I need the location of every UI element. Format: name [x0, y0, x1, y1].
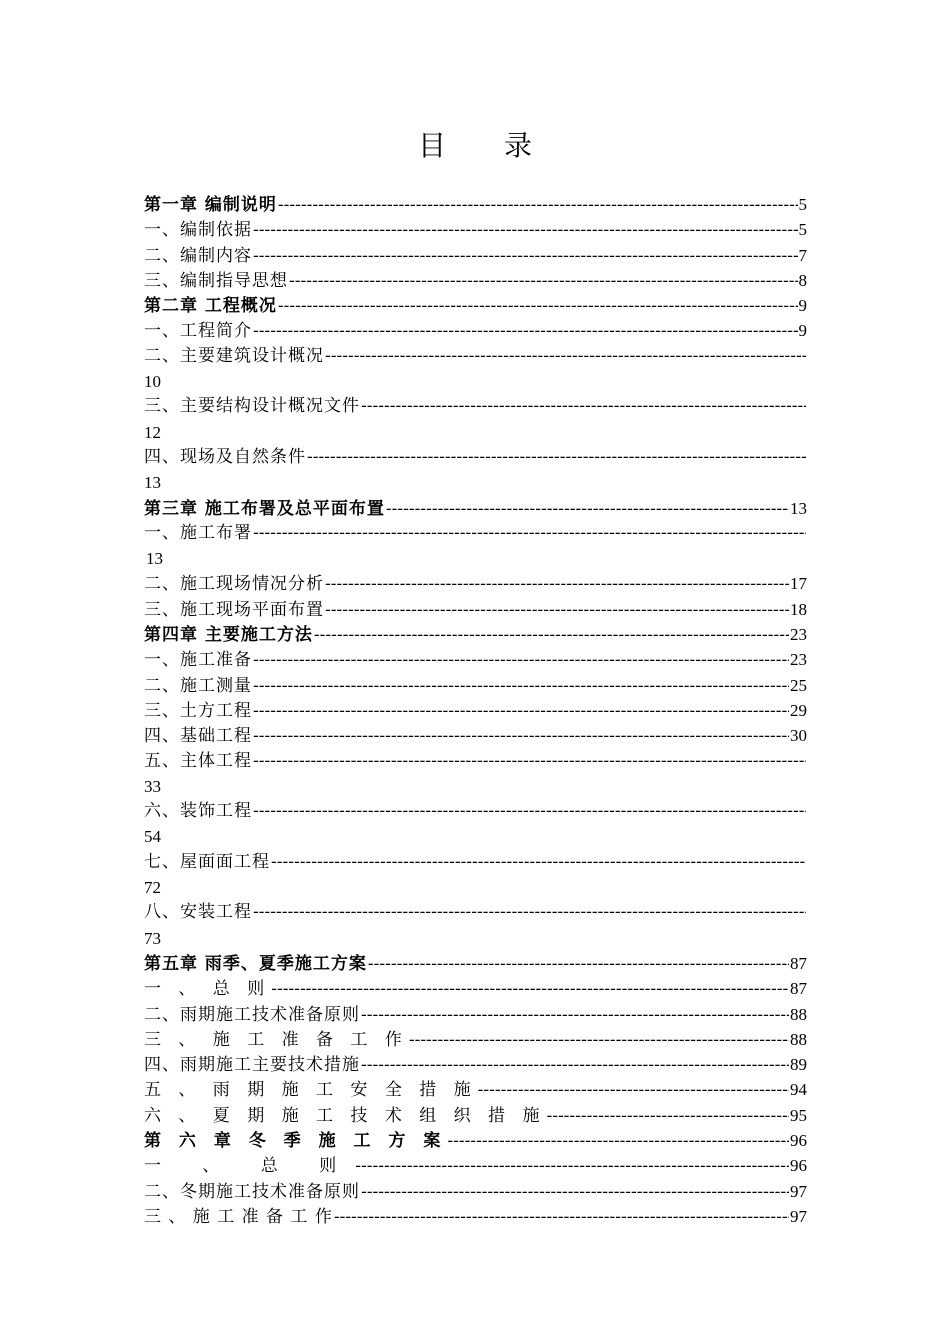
toc-entry[interactable] [144, 268, 807, 293]
toc-entry[interactable] [144, 394, 807, 419]
toc-entry-label: 五、主体工程 [144, 750, 252, 771]
toc-entry[interactable] [144, 217, 807, 242]
toc-page-number: 94 [790, 1080, 807, 1100]
toc-leader-dashes [253, 218, 798, 242]
toc-page-number: 10 [144, 372, 161, 392]
toc-entry[interactable] [144, 344, 807, 369]
toc-chapter-entry[interactable] [144, 951, 807, 976]
toc-page-number: 96 [790, 1156, 807, 1176]
toc-entry-label: 第二章 工程概况 [144, 296, 277, 317]
toc-leader-dashes [253, 521, 806, 546]
toc-entry-label: 一、编制依据 [144, 220, 252, 241]
toc-entry-label: 三、主要结构设计概况文件 [144, 396, 360, 417]
toc-page-number: 33 [144, 776, 161, 796]
toc-chapter-entry[interactable] [144, 192, 807, 217]
toc-leader-dashes [478, 1078, 789, 1102]
toc-entry[interactable] [144, 850, 807, 875]
toc-leader-dashes [289, 269, 798, 293]
toc-page-number: 88 [790, 1004, 807, 1024]
toc-entry[interactable] [144, 799, 807, 824]
toc-entry-label: 四、基础工程 [144, 726, 252, 747]
toc-entry-label: 三、编制指导思想 [144, 270, 288, 291]
toc-leader-dashes [253, 674, 789, 698]
toc-page-number: 72 [144, 878, 161, 898]
toc-page-number: 9 [798, 296, 807, 316]
toc-page-number: 87 [790, 953, 807, 973]
toc-page-number: 13 [790, 498, 807, 518]
toc-chapter-entry[interactable] [144, 293, 807, 318]
toc-leader-dashes [278, 193, 798, 217]
toc-leader-dashes [253, 749, 806, 774]
toc-page-number: 23 [790, 625, 807, 645]
toc-entry[interactable] [144, 1077, 807, 1102]
toc-leader-dashes [361, 394, 806, 419]
toc-entry[interactable] [144, 571, 807, 596]
toc-page-number: 17 [790, 574, 807, 594]
toc-entry-label: 三 、 施 工 准 备 工 作 [144, 1206, 333, 1227]
toc-entry-label: 第四章 主要施工方法 [144, 625, 313, 646]
toc-entry[interactable] [144, 1052, 807, 1077]
title-char-1: 目 [417, 129, 446, 162]
toc-entry-label: 五 、 雨 期 施 工 安 全 措 施 [144, 1080, 477, 1101]
toc-entry[interactable] [144, 976, 807, 1001]
toc-leader-dashes [253, 900, 806, 925]
toc-entry[interactable] [144, 1204, 807, 1229]
toc-leader-dashes [325, 598, 789, 622]
page-title [0, 124, 950, 164]
toc-leader-dashes [368, 952, 789, 976]
toc-entry[interactable] [144, 521, 807, 546]
toc-entry[interactable] [144, 597, 807, 622]
title-char-2: 录 [504, 129, 533, 162]
toc-leader-dashes [253, 319, 798, 343]
toc-entry-label: 一 、 总 则 [144, 979, 271, 1000]
toc-leader-dashes [307, 445, 806, 470]
toc-entry-label: 一、施工布署 [144, 522, 252, 543]
toc-entry[interactable] [144, 1103, 807, 1128]
toc-entry-label: 三、施工现场平面布置 [144, 599, 324, 620]
toc-entry-label: 四、现场及自然条件 [144, 446, 306, 467]
toc-entry-label: 二、施工测量 [144, 675, 252, 696]
toc-page-number: 5 [798, 195, 807, 214]
toc-page-number: 13 [144, 473, 161, 493]
toc-leader-dashes [271, 977, 789, 1001]
toc-page-number: 9 [798, 321, 807, 341]
toc-page-number: 8 [798, 270, 807, 290]
toc-page-number: 54 [144, 827, 161, 847]
toc-leader-dashes [361, 1003, 789, 1027]
toc-entry-label: 三、土方工程 [144, 700, 252, 721]
toc-leader-dashes [271, 850, 806, 875]
toc-entry-label: 二、施工现场情况分析 [144, 574, 324, 595]
toc-leader-dashes [253, 724, 789, 748]
toc-leader-dashes [278, 294, 798, 318]
toc-page-number: 7 [798, 245, 807, 265]
toc-leader-dashes [355, 1154, 789, 1178]
toc-entry[interactable] [144, 673, 807, 698]
table-of-contents [144, 192, 807, 1229]
toc-entry[interactable] [144, 1153, 807, 1178]
toc-leader-dashes [253, 244, 798, 268]
toc-entry-label: 三 、 施 工 准 备 工 作 [144, 1029, 408, 1050]
toc-entry-label: 第五章 雨季、夏季施工方案 [144, 953, 367, 974]
toc-leader-dashes [314, 623, 789, 647]
toc-leader-dashes [253, 699, 789, 723]
toc-leader-dashes [361, 1180, 789, 1204]
toc-entry[interactable] [144, 318, 807, 343]
toc-entry[interactable] [144, 723, 807, 748]
toc-page-number: 89 [790, 1055, 807, 1075]
toc-entry-label: 一 、 总 则 [144, 1156, 355, 1177]
toc-page-number: 25 [790, 675, 807, 695]
toc-leader-dashes [546, 1104, 789, 1128]
toc-entry[interactable] [144, 1179, 807, 1204]
toc-chapter-entry[interactable] [144, 496, 807, 521]
toc-chapter-entry[interactable] [144, 622, 807, 647]
toc-page-number: 88 [790, 1029, 807, 1049]
toc-entry-label: 六、装饰工程 [144, 801, 252, 822]
toc-entry-label: 六 、 夏 期 施 工 技 术 组 织 措 施 [144, 1105, 546, 1126]
toc-leader-dashes [325, 344, 806, 369]
toc-entry-label: 第一章 编制说明 [144, 195, 277, 215]
toc-page-number: 87 [790, 979, 807, 999]
toc-page-number: 5 [798, 220, 807, 240]
toc-entry-label: 七、屋面面工程 [144, 851, 270, 872]
toc-entry-label: 二、冬期施工技术准备原则 [144, 1181, 360, 1202]
toc-entry-label: 一、施工准备 [144, 650, 252, 671]
toc-leader-dashes [253, 648, 789, 672]
toc-entry[interactable] [144, 445, 807, 470]
toc-entry-label: 四、雨期施工主要技术措施 [144, 1055, 360, 1076]
toc-page-number: 96 [790, 1130, 807, 1150]
toc-leader-dashes [409, 1028, 789, 1052]
toc-entry[interactable] [144, 698, 807, 723]
toc-page-number: 97 [790, 1206, 807, 1226]
toc-page-number: 23 [790, 650, 807, 670]
toc-entry-label: 第三章 施工布署及总平面布置 [144, 498, 385, 519]
toc-page-number: 18 [790, 599, 807, 619]
toc-entry[interactable] [144, 243, 807, 268]
toc-entry-label: 二、主要建筑设计概况 [144, 345, 324, 366]
toc-page-number: 95 [790, 1105, 807, 1125]
toc-leader-dashes [386, 497, 789, 521]
toc-entry[interactable] [144, 647, 807, 672]
toc-page-number: 97 [790, 1181, 807, 1201]
toc-entry-label: 第 六 章 冬 季 施 工 方 案 [144, 1130, 447, 1151]
toc-entry[interactable] [144, 1002, 807, 1027]
toc-leader-dashes [253, 799, 806, 824]
toc-entry-label: 八、安装工程 [144, 902, 252, 923]
toc-page-number: 73 [144, 928, 161, 948]
toc-entry[interactable] [144, 900, 807, 925]
toc-leader-dashes [334, 1205, 789, 1229]
toc-chapter-entry[interactable] [144, 1128, 807, 1153]
toc-page-number: 30 [790, 726, 807, 746]
toc-entry-label: 二、雨期施工技术准备原则 [144, 1004, 360, 1025]
toc-page-number: 12 [144, 422, 161, 442]
toc-page-number: 13 [146, 549, 163, 569]
toc-leader-dashes [447, 1129, 789, 1153]
toc-entry-label: 二、编制内容 [144, 245, 252, 266]
toc-page-number: 29 [790, 700, 807, 720]
toc-entry-label: 一、工程简介 [144, 321, 252, 342]
toc-entry[interactable] [144, 1027, 807, 1052]
toc-entry[interactable] [144, 749, 807, 774]
toc-leader-dashes [325, 572, 789, 596]
toc-leader-dashes [361, 1053, 789, 1077]
